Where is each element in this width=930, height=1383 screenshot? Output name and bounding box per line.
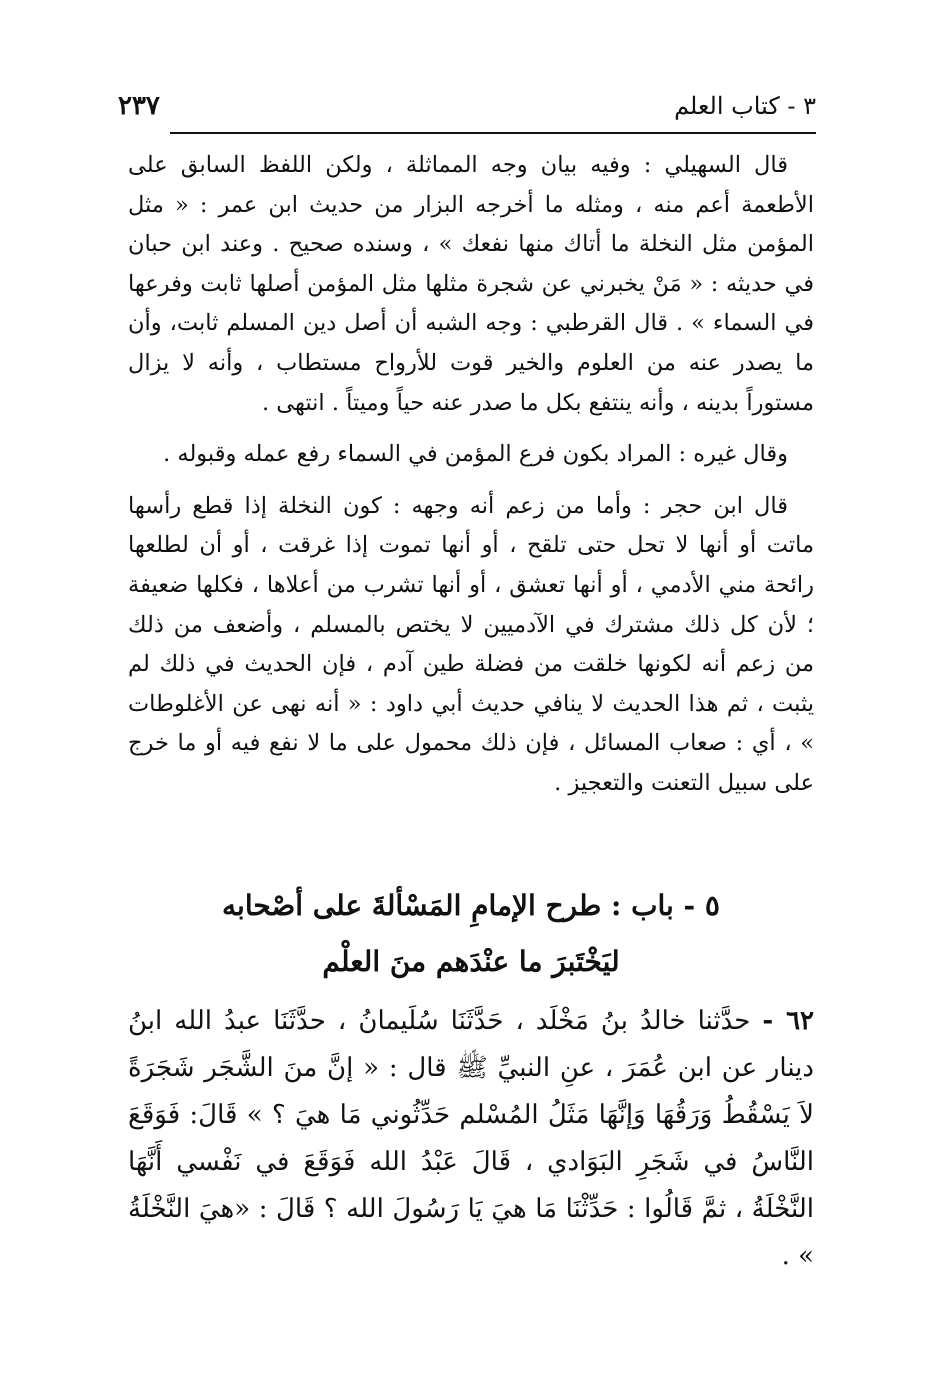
hadith-number: ٦٢ - bbox=[762, 1006, 814, 1036]
hadith-block bbox=[128, 998, 814, 1280]
commentary-text bbox=[128, 146, 814, 804]
paragraph: قال ابن حجر : وأما من زعم أنه وجهه : كون النخلة إذا قطع رأسها ماتت أو أنها لا تحل حتى تلقح ، أو أنها تموت إذا غرقت ، أو أن لطلعها رائحة مني الأدمي ، أو أنها تعشق ، أو أنها تشرب من أعلاها ، فكلها ضعيفة ؛ لأن كل ذلك مشترك في الآدميين لا يختص بالمسلم ، وأضعف من ذلك من زعم أنه لكونها خلقت من فضلة طين آدم ، فإن الحديث في ذلك لم يثبت ، ثم هذا الحديث لا ينافي حديث أبي داود : « أنه نهى عن الأغلوطات » ، أي : صعاب المسائل ، فإن ذلك محمول على ما لا نفع فيه أو ما خرج على سبيل التعنت والتعجيز . bbox=[128, 492, 814, 796]
header-rule bbox=[170, 132, 816, 134]
paragraph: قال السهيلي : وفيه بيان وجه المماثلة ، ولكن اللفظ السابق على الأطعمة أعم منه ، ومثله ما أخرجه البزار من حديث ابن عمر : « مثل المؤمن مثل النخلة ما أتاك منها نفعك » ، وسنده صحيح . وعند ابن حبان في حديثه : « مَنْ يخبرني عن شجرة مثلها مثل المؤمن أصلها ثابت وفرعها في السماء » . قال القرطبي : وجه الشبه أن أصل دين المسلم ثابت، وأن ما يصدر عنه من العلوم والخير قوت للأرواح مستطاب ، وأنه لا يزال مستوراً بدينه ، وأنه ينتفع بكل ما صدر عنه حياً وميتاً . انتهى . bbox=[128, 152, 814, 416]
page-number: ٢٣٧ bbox=[118, 91, 160, 121]
chapter-heading-line-1: ٥ - باب : طرح الإمامِ المَسْألةَ على أصْحابه bbox=[222, 889, 720, 922]
chapter-heading-line-2: ليَخْتَبرَ ما عنْدَهم منَ العلْم bbox=[322, 945, 620, 978]
hadith-text: حدَّثنا خالدُ بنُ مَخْلَد ، حَدَّثَنَا سُلَيمانُ ، حدَّثَنَا عبدُ الله ابنُ دينار عن ابن عُمَرَ ، عنِ النبيِّ ﷺ قال : « إنَّ منَ الشَّجَر شَجَرَةً لاَ يَسْقُطُ وَرَقُهَا وَإنَّهَا مَثَلُ المُسْلم حَدِّثُوني مَا هيَ ؟ » قَالَ: فَوَقَعَ النَّاسُ في شَجَرِ البَوَادي ، قَالَ عَبْدُ الله فَوَقَعَ في نَفْسي أَنَّهَا النَّخْلَةُ ، ثمَّ قَالُوا : حَدِّثْنَا مَا هيَ يَا رَسُولَ الله ؟ قَالَ : «هيَ النَّخْلَةُ » . bbox=[128, 1006, 814, 1271]
page-header bbox=[118, 88, 816, 130]
running-title: ٣ - كتاب العلم bbox=[674, 92, 816, 120]
paragraph: وقال غيره : المراد بكون فرع المؤمن في السماء رفع عمله وقبوله . bbox=[163, 441, 788, 468]
chapter-heading bbox=[128, 878, 814, 990]
